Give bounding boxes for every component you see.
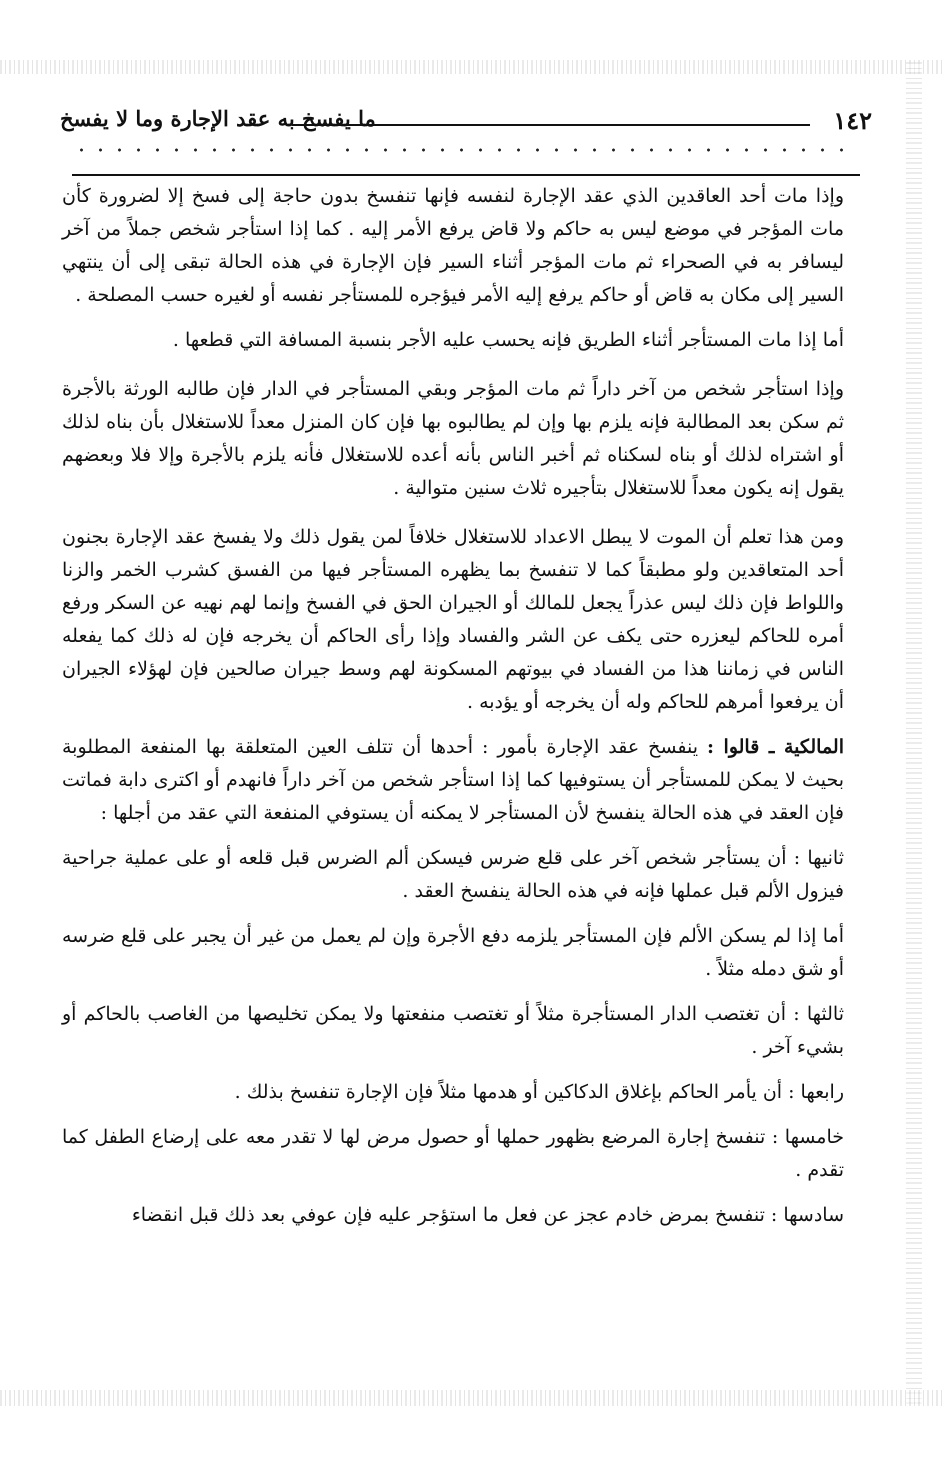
paragraph-fourth: رابعها : أن يأمر الحاكم بإغلاق الدكاكين أو هدمها مثلاً فإن الإجارة تنفسخ بذلك . <box>234 1081 844 1103</box>
maliki-heading: المالكية ـ قالوا : <box>707 736 844 758</box>
scan-border-right <box>906 62 922 1407</box>
paragraph-pain-not-subsided: أما إذا لم يسكن الألم فإن المستأجر يلزمه دفع الأجرة وإن لم يعمل من غير أن يجبر على قلع ضرسه أو شق دمله مثلاً . <box>62 925 844 980</box>
dotted-separator <box>72 148 856 152</box>
paragraph-maliki-first: المالكية ـ قالوا : ينفسخ عقد الإجارة بأمور : أحدها أن تتلف العين المتعلقة بها المنفعة المطلوبة بحيث لا يمكن للمستأجر أن يستوفيها كما إذا استأجر شخص من آخر داراً فانهدم أو اكترى دابة فماتت فإن العقد في هذه الحالة ينفسخ لأن المستأجر لا يمكنه أن يستوفي المنفعة التي عقد من أجلها : <box>62 736 844 824</box>
paragraph-death-and-insanity: ومن هذا تعلم أن الموت لا يبطل الاعداد للاستغلال خلافاً لمن يقول ذلك ولا يفسخ عقد الإجارة بجنون أحد المتعاقدين ولو مطبقاً كما لا تنفسخ بما يظهره المستأجر فيها من الفسق كشرب الخمر والزنا واللواط فإن ذلك ليس عذراً يجعل للمالك أو الجيران الحق في الفسخ وإنما لهم نهيه عن السكر ورفع أمره للحاكم ليعزره حتى يكف عن الشر والفساد وإذا رأى الحاكم أن يخرجه فإن له ذلك كما يفعله الناس في زماننا هذا من الفساد في بيوتهم المسكونة لهم وسط جيران صالحين فإن لهؤلاء الجيران أن يرفعوا أمرهم للحاكم وله أن يخرجه أو يؤدبه . <box>62 526 844 713</box>
separator-rule <box>72 174 860 176</box>
page-number: ١٤٢ <box>833 106 872 135</box>
paragraph-third: ثالثها : أن تغتصب الدار المستأجرة مثلاً أو تغتصب منفعتها ولا يمكن تخليصها من الغاصب بالحاكم أو بشيء آخر . <box>62 1003 844 1058</box>
scan-border-top <box>0 60 944 74</box>
page-header <box>60 106 872 142</box>
paragraph-sixth: سادسها : تنفسخ بمرض خادم عجز عن فعل ما استؤجر عليه فإن عوفي بعد ذلك قبل انقضاء <box>131 1204 844 1226</box>
scan-border-bottom <box>0 1390 944 1406</box>
paragraph-fifth: خامسها : تنفسخ إجارة المرضع بظهور حملها أو حصول مرض لها لا تقدر معه على إرضاع الطفل كما تقدم . <box>62 1126 844 1181</box>
paragraph-house-lease: وإذا استأجر شخص من آخر داراً ثم مات المؤجر وبقي المستأجر في الدار فإن طالبه الورثة بالأجرة ثم سكن بعد المطالبة فإنه يلزم بها وإن لم يطالبوه بها فإن كان المنزل معداً للاستغلال بأن بناه لذلك أو اشتراه لذلك أو بناه لسكناه ثم أخبر الناس بأنه أعده للاستغلال فأنه يلزم بالأجرة وإلا فلا وبعضهم يقول إنه يكون معداً للاستغلال بتأجيره ثلاث سنين متوالية . <box>62 378 844 499</box>
paragraph-death-of-tenant: أما إذا مات المستأجر أثناء الطريق فإنه يحسب عليه الأجر بنسبة المسافة التي قطعها . <box>172 329 844 351</box>
paragraph-second: ثانيها : أن يستأجر شخص آخر على قلع ضرس فيسكن ألم الضرس قبل قلعه أو على عملية جراحية فيزول الألم قبل عملها فإنه في هذه الحالة ينفسخ العقد . <box>62 847 844 902</box>
paragraph-death-of-party: وإذا مات أحد العاقدين الذي عقد الإجارة لنفسه فإنها تنفسخ بدون حاجة إلى فسخ إلا لضرورة كأن مات المؤجر في موضع ليس به حاكم ولا قاض يرفع الأمر إليه . كما إذا استأجر شخص جملاً من آخر ليسافر به في الصحراء ثم مات المؤجر أثناء السير فإن الإجارة في هذه الحالة تبقى إلى أن ينتهي السير إلى مكان به قاض أو حاكم يرفع إليه الأمر فيؤجره للمستأجر نفسه أو لغيره حسب المصلحة . <box>62 185 844 306</box>
page-body <box>62 180 874 1376</box>
running-title: ما يفسخ به عقد الإجارة وما لا يفسخ <box>60 106 376 131</box>
